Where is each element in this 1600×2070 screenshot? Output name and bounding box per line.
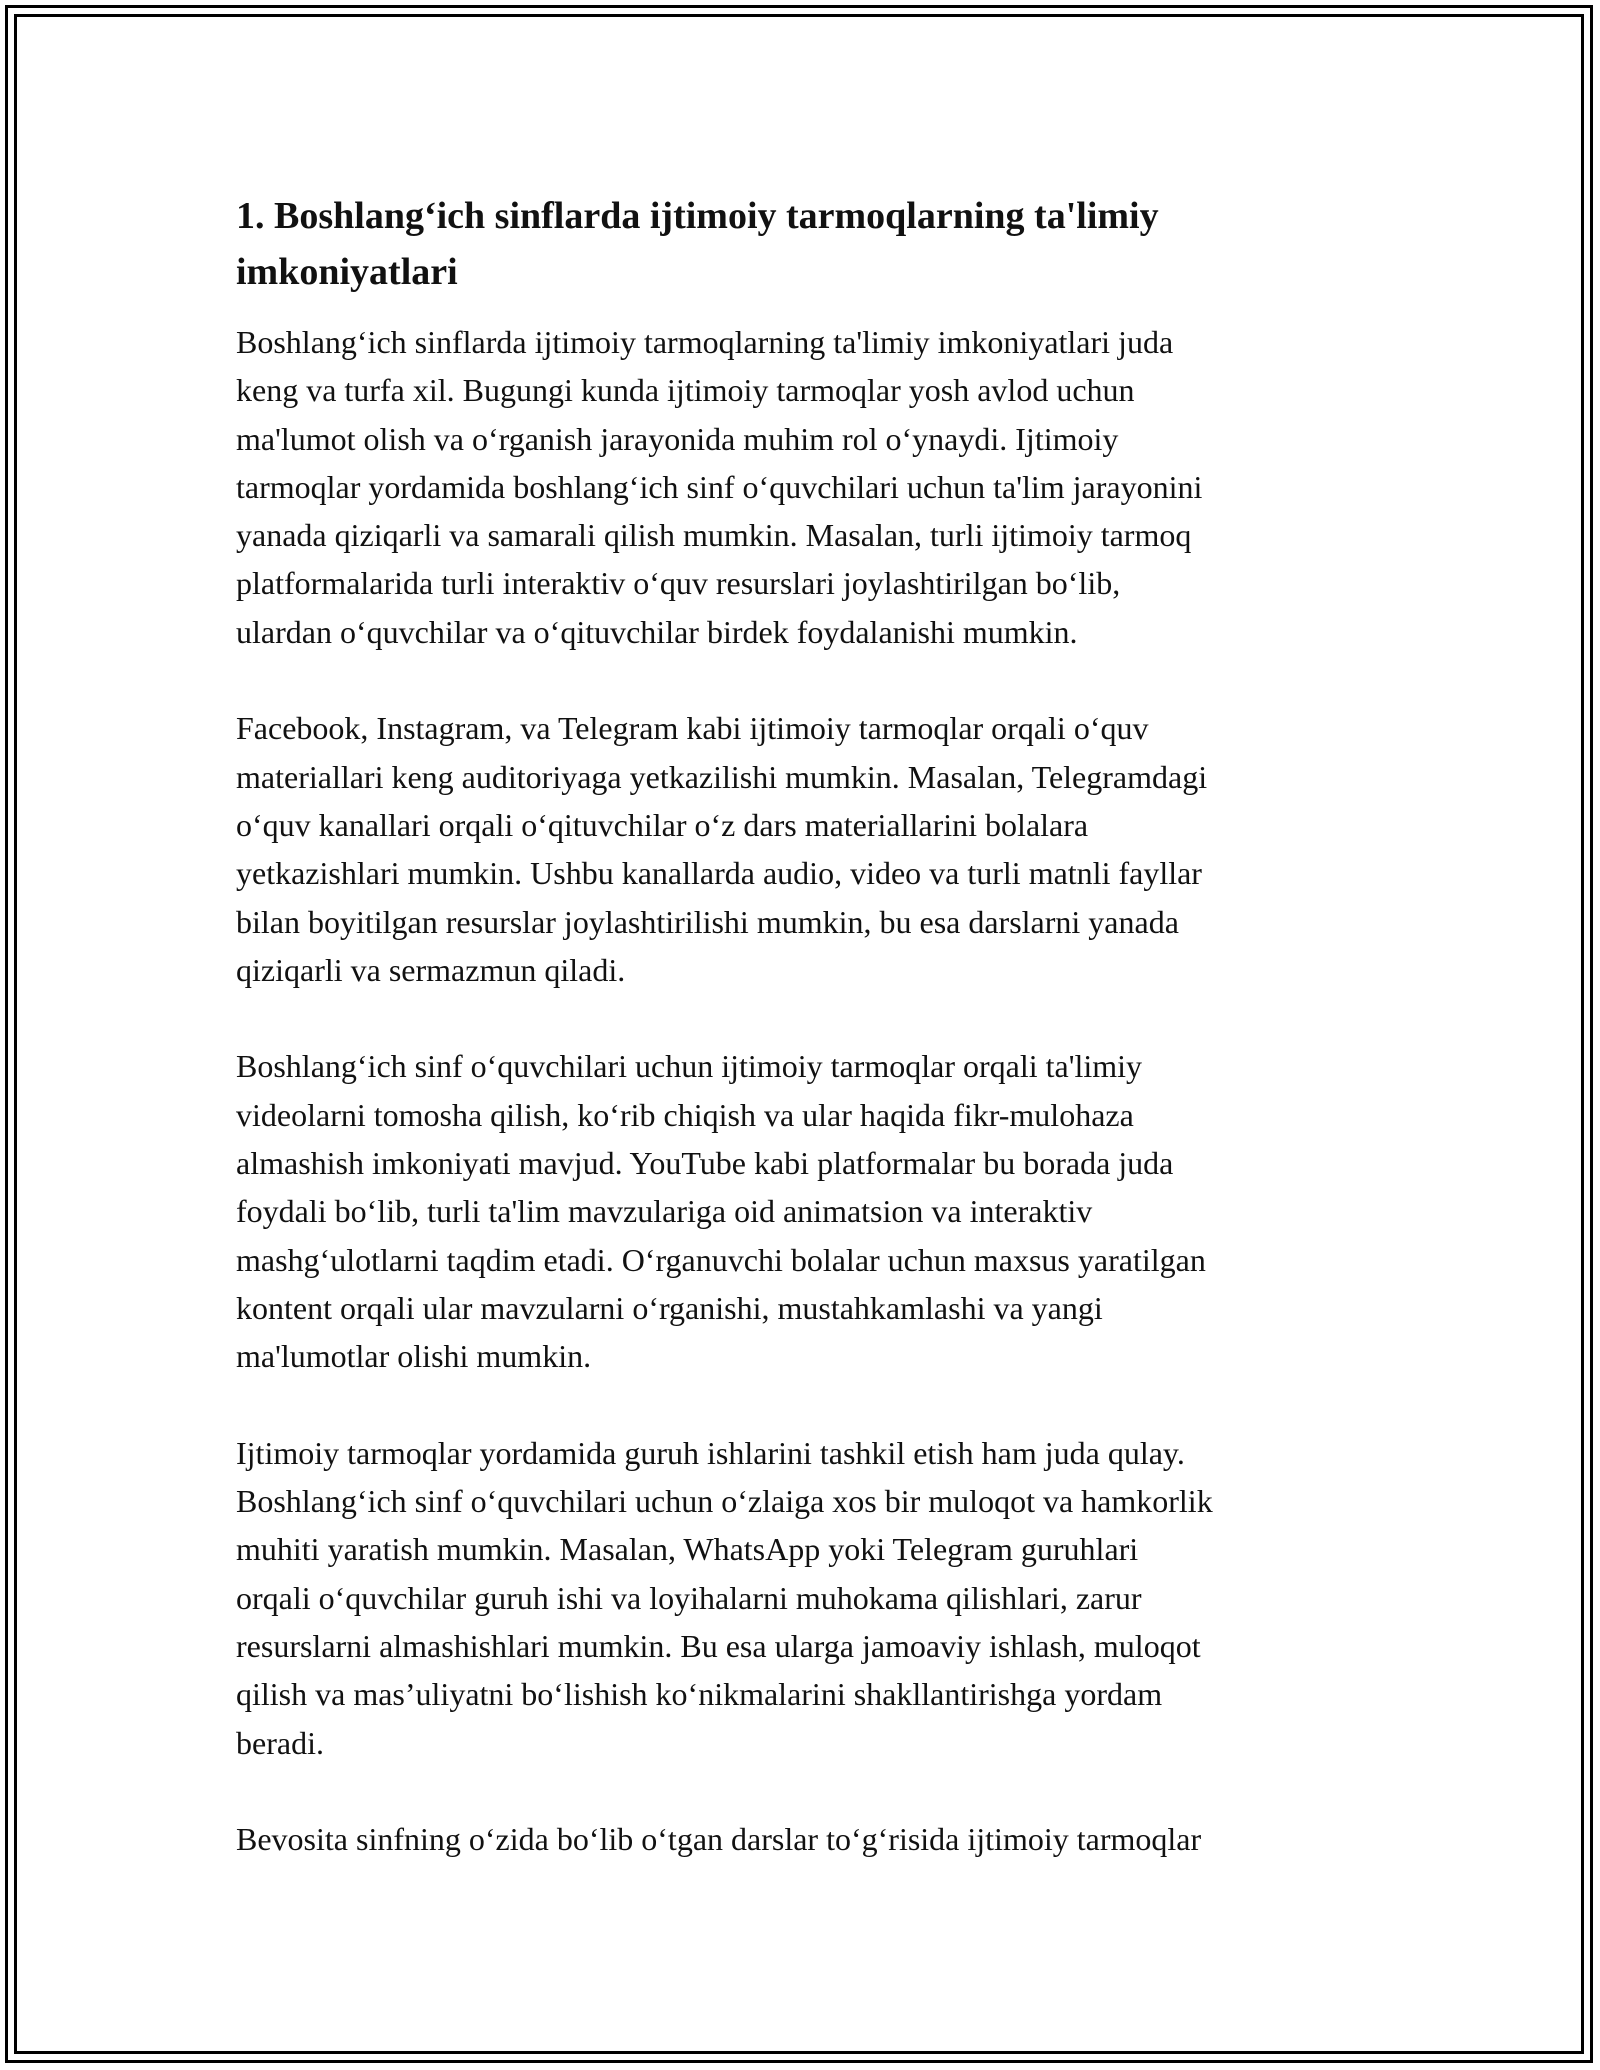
text-line: ulardan o‘quvchilar va o‘qituvchilar birdek foydalanishi mumkin.: [236, 613, 1078, 650]
text-line: resurslarni almashishlari mumkin. Bu esa ularga jamoaviy ishlash, muloqot: [236, 1628, 1201, 1665]
text-line: Facebook, Instagram, va Telegram kabi ijtimoiy tarmoqlar orqali o‘quv: [236, 710, 1149, 747]
document-body: [236, 188, 1396, 1912]
text-line: tarmoqlar yordamida boshlang‘ich sinf o‘quvchilari uchun ta'lim jarayonini: [236, 468, 1203, 505]
text-line: Boshlang‘ich sinflarda ijtimoiy tarmoqlarning ta'limiy imkoniyatlari juda: [236, 324, 1174, 360]
paragraph: [236, 1429, 1396, 1767]
text-line: ma'lumotlar olishi mumkin.: [236, 1338, 592, 1375]
paragraph: [236, 1815, 1396, 1863]
text-line: yetkazishlari mumkin. Ushbu kanallarda audio, video va turli matnli fayllar: [236, 855, 1202, 892]
heading-line: imkoniyatlari: [236, 251, 458, 293]
text-line: qilish va mas’uliyatni bo‘lishish ko‘nikmalarini shakllantirishga yordam: [236, 1676, 1163, 1713]
section-heading: [236, 188, 1396, 300]
text-line: beradi.: [236, 1724, 324, 1761]
text-line: muhiti yaratish mumkin. Masalan, WhatsApp yoki Telegram guruhlari: [236, 1531, 1139, 1568]
text-line: kontent orqali ular mavzularni o‘rganishi, mustahkamlashi va yangi: [236, 1289, 1103, 1326]
text-line: videolarni tomosha qilish, ko‘rib chiqish va ular haqida fikr-mulohaza: [236, 1096, 1134, 1133]
text-line: Bevosita sinfning o‘zida bo‘lib o‘tgan darslar to‘g‘risida ijtimoiy tarmoqlar: [236, 1821, 1202, 1858]
text-line: almashish imkoniyati mavjud. YouTube kabi platformalar bu borada juda: [236, 1145, 1174, 1182]
text-line: o‘quv kanallari orqali o‘qituvchilar o‘z dars materiallarini bolalara: [236, 806, 1089, 843]
text-line: keng va turfa xil. Bugungi kunda ijtimoiy tarmoqlar yosh avlod uchun: [236, 372, 1135, 409]
text-line: Boshlang‘ich sinf o‘quvchilari uchun ijtimoiy tarmoqlar orqali ta'limiy: [236, 1048, 1143, 1085]
text-line: mashg‘ulotlarni taqdim etadi. O‘rganuvchi bolalar uchun maxsus yaratilgan: [236, 1241, 1206, 1278]
paragraph: [236, 318, 1396, 656]
text-line: orqali o‘quvchilar guruh ishi va loyihalarni muhokama qilishlari, zarur: [236, 1579, 1142, 1616]
text-line: materiallari keng auditoriyaga yetkazilishi mumkin. Masalan, Telegramdagi: [236, 758, 1208, 795]
text-line: qiziqarli va sermazmun qiladi.: [236, 951, 626, 988]
heading-line: 1. Boshlang‘ich sinflarda ijtimoiy tarmoqlarning ta'limiy: [236, 195, 1159, 237]
text-line: Boshlang‘ich sinf o‘quvchilari uchun o‘zlaiga xos bir muloqot va hamkorlik: [236, 1483, 1213, 1520]
text-line: ma'lumot olish va o‘rganish jarayonida muhim rol o‘ynaydi. Ijtimoiy: [236, 420, 1119, 457]
paragraph: [236, 704, 1396, 994]
text-line: yanada qiziqarli va samarali qilish mumkin. Masalan, turli ijtimoiy tarmoq: [236, 517, 1192, 554]
text-line: Ijtimoiy tarmoqlar yordamida guruh ishlarini tashkil etish ham juda qulay.: [236, 1434, 1185, 1471]
paragraph: [236, 1042, 1396, 1380]
text-line: bilan boyitilgan resurslar joylashtirilishi mumkin, bu esa darslarni yanada: [236, 903, 1179, 940]
text-line: platformalarida turli interaktiv o‘quv resurslari joylashtirilgan bo‘lib,: [236, 565, 1121, 602]
text-line: foydali bo‘lib, turli ta'lim mavzulariga oid animatsion va interaktiv: [236, 1193, 1093, 1230]
